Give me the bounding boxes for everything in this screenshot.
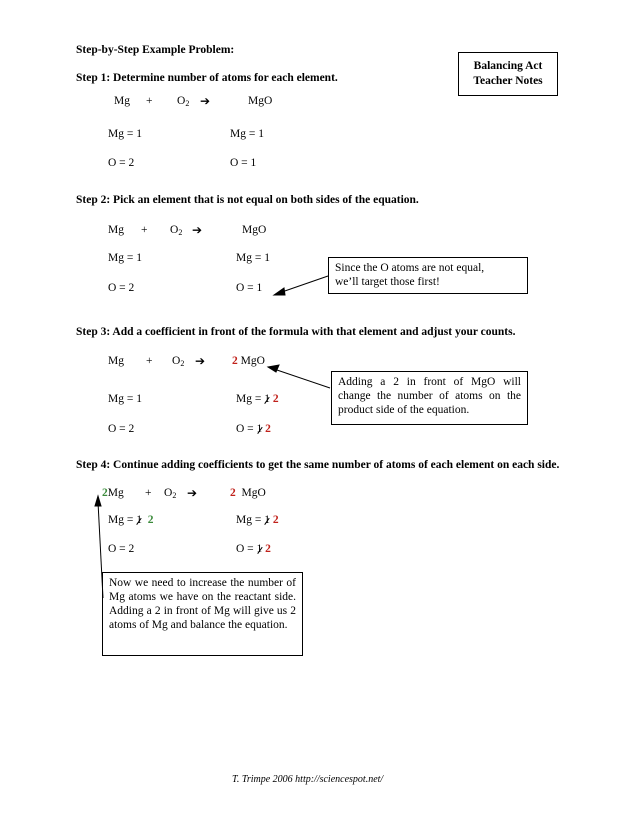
step2-right-mg: Mg = 1 bbox=[236, 252, 270, 264]
step4-o: O bbox=[164, 487, 173, 499]
step3-right-mg-new: 2 bbox=[272, 393, 279, 405]
step4-callout-arrowhead-icon bbox=[95, 496, 101, 506]
step2-note-line-1: Since the O atoms are not equal, bbox=[335, 262, 485, 274]
step4-note-box: Now we need to increase the number of Mg atoms we have on the reactant side. Adding a 2 in front of Mg will give us 2 atoms of Mg and balance the equation. bbox=[102, 572, 303, 656]
step3-right-o-prefix: O = bbox=[236, 423, 257, 435]
step3-callout-arrow-line bbox=[274, 369, 330, 388]
step1-title: Step 1: Determine number of atoms for each element. bbox=[76, 72, 338, 84]
step2-arrow-icon: ➔ bbox=[192, 223, 203, 237]
step4-mg-coefficient: 2 bbox=[102, 487, 108, 499]
teacher-notes-line-2: Teacher Notes bbox=[473, 75, 543, 87]
step3-product-formula: MgO bbox=[240, 355, 265, 367]
step3-right-mg-prefix: Mg = bbox=[236, 393, 265, 405]
step4-right-o-new: 2 bbox=[265, 543, 271, 555]
step2-callout-arrow-line bbox=[279, 276, 328, 293]
teacher-notes-line-1: Balancing Act bbox=[473, 60, 543, 72]
step4-left-mg-new: 2 bbox=[147, 514, 154, 526]
step4-left-o: O = 2 bbox=[108, 543, 135, 555]
step1-reactant-mg: Mg bbox=[114, 95, 130, 107]
step4-right-mg-old: 1 bbox=[264, 514, 270, 526]
step1-plus: + bbox=[146, 95, 153, 107]
step3-reactant-mg: Mg bbox=[108, 355, 124, 367]
step3-right-o-new: 2 bbox=[265, 423, 271, 435]
step3-o-sub: 2 bbox=[180, 359, 185, 368]
step3-left-o: O = 2 bbox=[108, 423, 135, 435]
step4-left-mg-prefix: Mg = bbox=[108, 514, 137, 526]
step4-right-o-old: 1 bbox=[256, 543, 263, 555]
footer-credit: T. Trimpe 2006 http://sciencespot.net/ bbox=[232, 774, 384, 785]
step1-product: MgO bbox=[248, 95, 273, 107]
step4-title: Step 4: Continue adding coefficients to get the same number of atoms of each element on each side. bbox=[76, 459, 560, 471]
step1-arrow-icon: ➔ bbox=[200, 94, 211, 108]
step2-o-sub: 2 bbox=[178, 228, 183, 237]
step3-note-box: Adding a 2 in front of MgO will change the number of atoms on the product side of the equation. bbox=[331, 371, 528, 425]
step3-right-o-old: 1 bbox=[256, 423, 263, 435]
step4-plus: + bbox=[145, 487, 152, 499]
step3-callout-arrowhead-icon bbox=[268, 365, 279, 372]
step2-reactant-mg: Mg bbox=[108, 224, 124, 236]
step1-o-sub: 2 bbox=[185, 99, 190, 108]
step2-left-mg: Mg = 1 bbox=[108, 252, 142, 264]
step2-plus: + bbox=[141, 224, 148, 236]
step4-product-formula: MgO bbox=[241, 487, 266, 499]
step2-right-o: O = 1 bbox=[236, 282, 263, 294]
step2-o: O bbox=[170, 224, 179, 236]
step3-left-mg: Mg = 1 bbox=[108, 393, 142, 405]
step2-callout-arrowhead-icon bbox=[274, 288, 285, 295]
step2-product: MgO bbox=[242, 224, 267, 236]
step2-left-o: O = 2 bbox=[108, 282, 135, 294]
step4-arrow-icon: ➔ bbox=[187, 486, 198, 500]
step4-coefficient: 2 bbox=[230, 487, 236, 499]
step1-left-o: O = 2 bbox=[108, 157, 135, 169]
step1-right-o: O = 1 bbox=[230, 157, 257, 169]
step4-callout-arrow-line bbox=[98, 502, 103, 598]
step1-left-mg: Mg = 1 bbox=[108, 128, 142, 140]
step1-o: O bbox=[177, 95, 186, 107]
step2-title: Step 2: Pick an element that is not equal on both sides of the equation. bbox=[76, 194, 419, 206]
step3-arrow-icon: ➔ bbox=[195, 354, 206, 368]
step4-right-mg-new: 2 bbox=[272, 514, 279, 526]
step4-right-mg-prefix: Mg = bbox=[236, 514, 265, 526]
step4-o-sub: 2 bbox=[172, 491, 177, 500]
step3-o: O bbox=[172, 355, 181, 367]
step1-right-mg: Mg = 1 bbox=[230, 128, 264, 140]
step4-mg-formula: Mg bbox=[107, 487, 124, 499]
step3-right-mg-old: 1 bbox=[264, 393, 270, 405]
step4-right-o-prefix: O = bbox=[236, 543, 257, 555]
step3-plus: + bbox=[146, 355, 153, 367]
step3-title: Step 3: Add a coefficient in front of the formula with that element and adjust your counts. bbox=[76, 326, 516, 338]
step2-note-line-2: we’ll target those first! bbox=[335, 276, 440, 288]
step3-coefficient: 2 bbox=[232, 355, 238, 367]
step4-left-mg-old: 1 bbox=[136, 514, 142, 526]
page-heading: Step-by-Step Example Problem: bbox=[76, 44, 235, 56]
